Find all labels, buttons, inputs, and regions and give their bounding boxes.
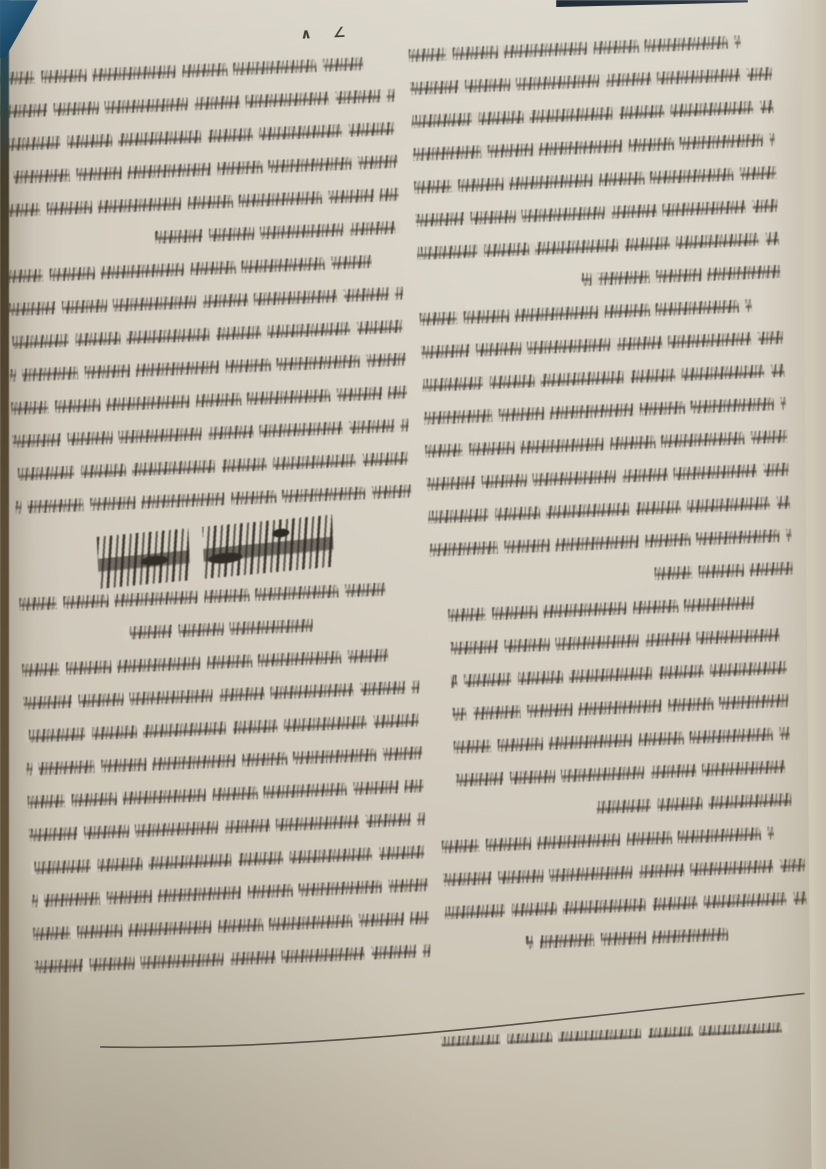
text-line [29,812,425,842]
text-line [417,232,779,260]
text-line [10,353,406,383]
right-column [409,34,809,972]
text-line [12,419,408,449]
text-line [11,386,407,416]
text-line [449,628,785,655]
text-line [154,221,400,244]
paragraph [22,647,431,973]
text-line [422,364,784,392]
text-line [429,529,791,557]
text-line [410,67,772,95]
text-line [28,779,424,809]
text-line [30,845,426,875]
text-line [22,649,388,677]
text-line [443,858,805,886]
text-line [448,596,754,622]
text-line [124,619,314,640]
salutation [19,581,417,644]
text-line [32,878,428,908]
text-line [19,583,385,611]
text-line [26,746,422,776]
left-column [0,56,431,994]
text-line [23,680,419,710]
text-line [411,100,773,128]
text-line [442,827,774,854]
text-line [416,199,778,227]
section-heading [97,515,334,589]
text-line [655,562,793,581]
text-line [455,760,791,787]
text-line [14,452,410,482]
text-line [421,331,783,359]
text-line [25,713,421,743]
text-line [427,463,789,491]
paragraph [409,34,781,293]
text-line [451,661,787,688]
text-line [15,484,411,514]
text-line [0,122,396,152]
text-line [413,133,775,161]
footnote-separator [97,989,810,1059]
paragraph [6,254,412,514]
text-line [0,57,363,85]
book-left-edge [0,0,9,1169]
text-line [6,255,372,283]
paragraph [0,56,400,250]
page-number [299,22,346,44]
text-line [525,928,728,949]
paragraph [442,825,808,952]
paragraph [420,298,793,590]
text-line [34,944,430,974]
text-line [0,89,395,119]
text-line [454,727,790,754]
text-line [424,397,786,425]
text-line [414,166,776,194]
text-line [452,694,788,721]
text-line [591,793,793,814]
text-line [3,188,399,218]
text-line [581,265,780,286]
paragraph [448,595,793,820]
text-line [8,320,404,350]
text-line [445,891,807,919]
text-line [7,287,403,317]
text-line [409,35,741,62]
text-line [420,299,752,326]
text-line [1,155,397,185]
text-line [33,911,429,941]
text-line [428,496,790,524]
text-line [425,430,787,458]
